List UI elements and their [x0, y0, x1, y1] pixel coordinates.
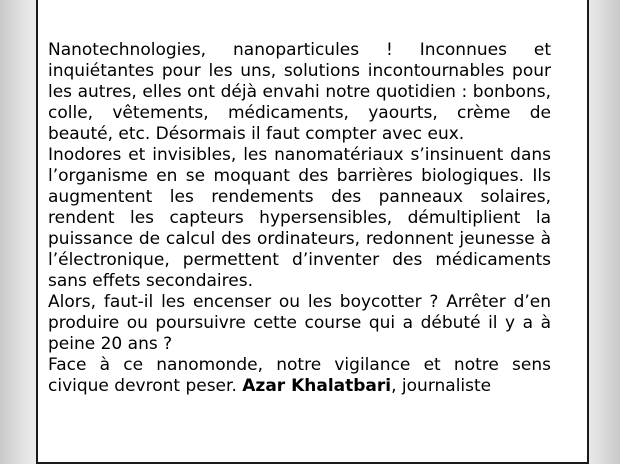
- paragraph-question: Alors, faut-il les encenser ou les boycotter ? Arrêter d’en produire ou poursuivre cette course qui a débuté il y a à peine 20 ans ?: [48, 292, 551, 354]
- article-body: [48, 40, 551, 397]
- paragraph-closing: [48, 355, 551, 397]
- author-role: , journaliste: [391, 376, 492, 396]
- paragraph-intro: Nanotechnologies, nanoparticules ! Inconnues et inquiétantes pour les uns, solutions incontournables pour les autres, elles ont déjà envahi notre quotidien : bonbons, colle, vêtements, médicaments, yaourts, crème de beauté, etc. Désormais il faut compter avec eux.: [48, 40, 551, 144]
- paragraph-nanomaterials: Inodores et invisibles, les nanomatériaux s’insinuent dans l’organisme en se moquant des barrières biologiques. Ils augmentent les rendements des panneaux solaires, rendent les capteurs hypersensibles, démultiplient la puissance de calcul des ordinateurs, redonnent jeunesse à l’électronique, permettent d’inventer des médicaments sans effets secondaires.: [48, 145, 551, 291]
- author-name: Azar Khalatbari: [242, 376, 392, 396]
- closing-text: Face à ce nanomonde, notre vigilance et notre sens civique devront peser.: [48, 355, 551, 396]
